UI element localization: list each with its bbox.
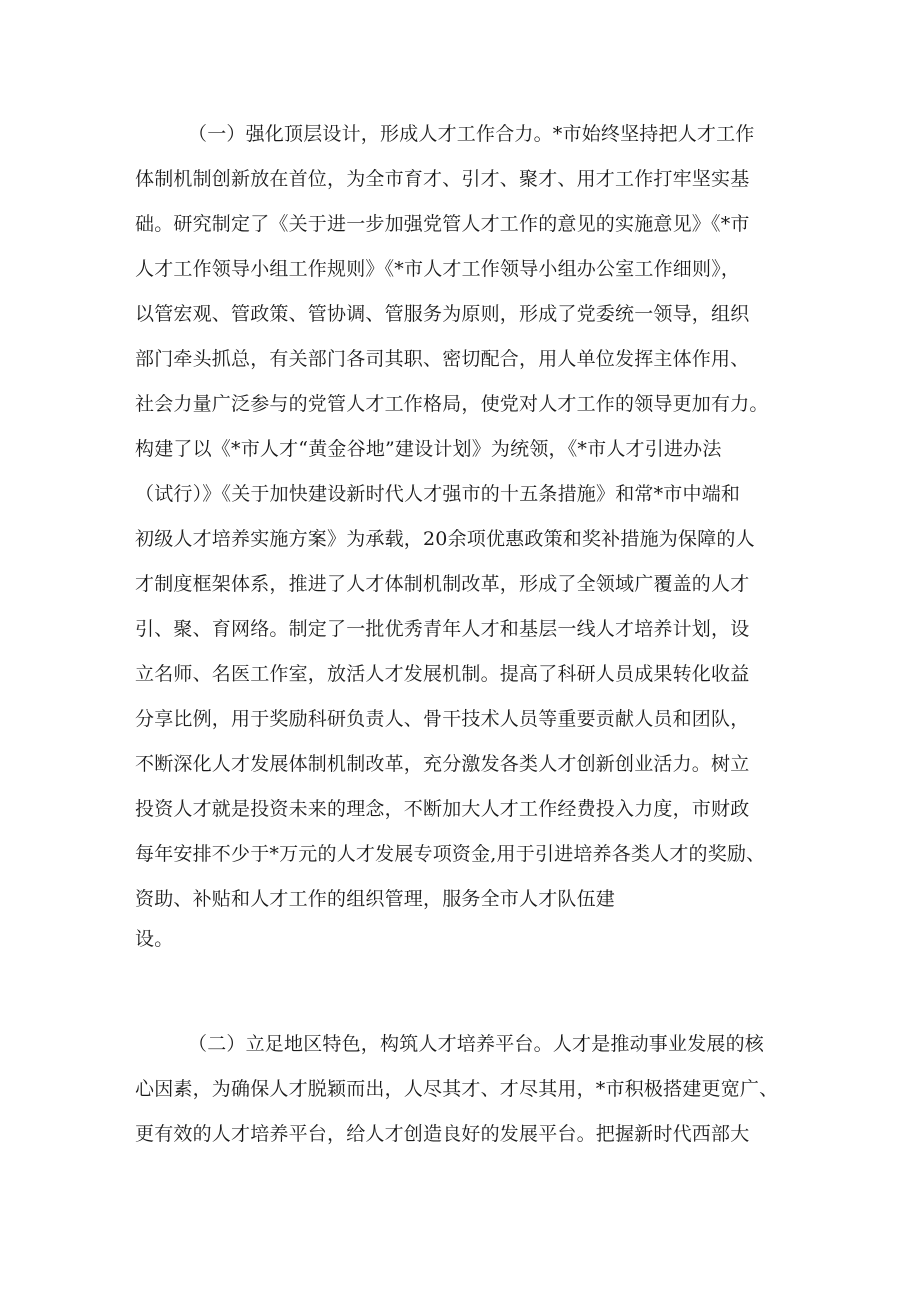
text-line: 人才工作领导小组工作规则》《*市人才工作领导小组办公室工作细则》， xyxy=(135,258,741,280)
text-line: 更有效的人才培养平台，给人才创造良好的发展平台。把握新时代西部大 xyxy=(135,1123,750,1145)
text-line: 心因素，为确保人才脱颖而出，人尽其才、才尽其用，*市积极搭建更宽广、 xyxy=(135,1078,779,1100)
text-line: 设。 xyxy=(135,928,174,950)
text-line: 以管宏观、管政策、管协调、管服务为原则，形成了党委统一领导，组织 xyxy=(135,303,750,325)
text-line: （一）强化顶层设计，形成人才工作合力。*市始终坚持把人才工作 xyxy=(188,123,755,145)
text-line: 分享比例，用于奖励科研负责人、骨干技术人员等重要贡献人员和团队， xyxy=(135,708,750,730)
text-line: 立名师、名医工作室，放活人才发展机制。提高了科研人员成果转化收益 xyxy=(135,663,750,685)
text-line: 每年安排不少于*万元的人才发展专项资金,用于引进培养各类人才的奖励、 xyxy=(135,843,766,865)
text-line: 不断深化人才发展体制机制改革，充分激发各类人才创新创业活力。树立 xyxy=(135,753,750,775)
text-line: 体制机制创新放在首位，为全市育才、引才、聚才、用才工作打牢坚实基 xyxy=(135,168,750,190)
text-line: 初级人才培养实施方案》为承载，20余项优惠政策和奖补措施为保障的人 xyxy=(135,528,755,550)
text-line: 资助、补贴和人才工作的组织管理，服务全市人才队伍建 xyxy=(135,888,616,910)
text-line: （试行）》《关于加快建设新时代人才强市的十五条措施》和常*市中端和 xyxy=(135,483,741,505)
text-line: 社会力量广泛参与的党管人才工作格局，使党对人才工作的领导更加有力。 xyxy=(135,393,769,415)
text-line: 投资人才就是投资未来的理念，不断加大人才工作经费投入力度，市财政 xyxy=(135,798,750,820)
text-line: 引、聚、育网络。制定了一批优秀青年人才和基层一线人才培养计划，设 xyxy=(135,618,750,640)
text-line: （二）立足地区特色，构筑人才培养平台。人才是推动事业发展的核 xyxy=(188,1033,765,1055)
text-line: 才制度框架体系，推进了人才体制机制改革，形成了全领域广覆盖的人才 xyxy=(135,573,750,595)
text-line: 部门牵头抓总，有关部门各司其职、密切配合，用人单位发挥主体作用、 xyxy=(135,348,750,370)
text-line: 构建了以《*市人才“黄金谷地”建设计划》为统领，《*市人才引进办法 xyxy=(135,438,722,460)
text-line: 础。研究制定了《关于进一步加强党管人才工作的意见的实施意见》《*市 xyxy=(135,213,750,235)
